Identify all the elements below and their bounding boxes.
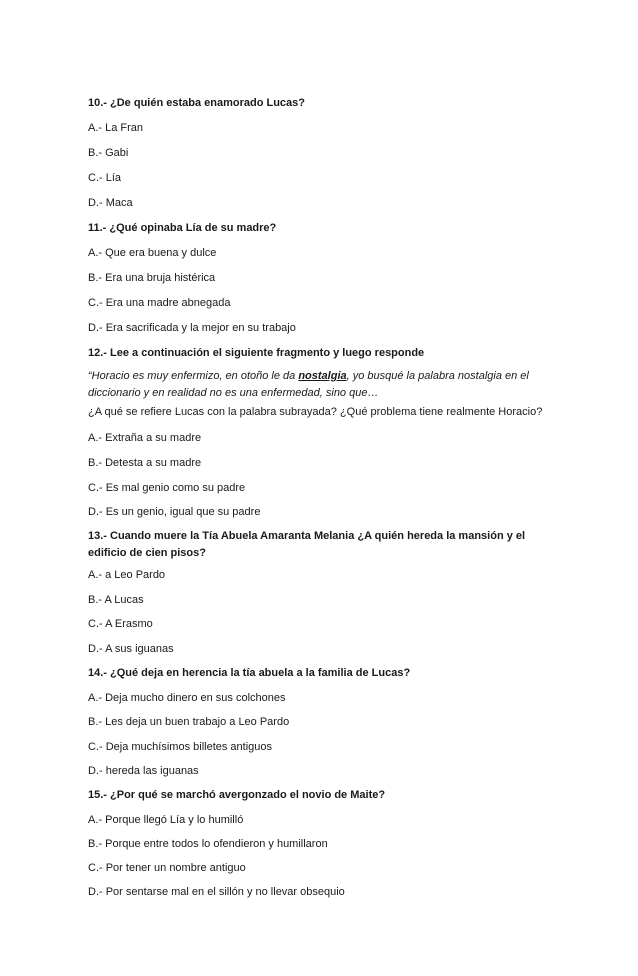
- question-15-title: 15.- ¿Por qué se marchó avergonzado el novio de Maite?: [88, 789, 386, 801]
- question-12-option-a: A.- Extraña a su madre: [88, 432, 202, 444]
- question-15-option-d: D.- Por sentarse mal en el sillón y no llevar obsequio: [88, 886, 345, 898]
- question-15-option-a: A.- Porque llegó Lía y lo humilló: [88, 814, 244, 826]
- question-15-option-c: C.- Por tener un nombre antiguo: [88, 862, 246, 874]
- question-13-option-d: D.- A sus iguanas: [88, 643, 174, 655]
- quote-text-after: , yo busqué la palabra nostalgia en el diccionario y en realidad no es una enfermedad, sino que…: [88, 370, 529, 399]
- question-12-option-d: D.- Es un genio, igual que su padre: [88, 506, 261, 518]
- question-12-option-c: C.- Es mal genio como su padre: [88, 482, 246, 494]
- question-14-option-b: B.- Les deja un buen trabajo a Leo Pardo: [88, 716, 290, 728]
- question-10-option-a: A.- La Fran: [88, 122, 144, 134]
- question-10-option-b: B.- Gabi: [88, 147, 129, 159]
- question-11-option-a: A.- Que era buena y dulce: [88, 247, 217, 259]
- question-13-option-c: C.- A Erasmo: [88, 618, 153, 630]
- question-13-title: 13.- Cuando muere la Tía Abuela Amaranta Melania ¿A quién hereda la mansión y el edificio de cien pisos?: [88, 530, 526, 559]
- question-12-title: 12.- Lee a continuación el siguiente fragmento y luego responde: [88, 347, 425, 359]
- question-10-title: 10.- ¿De quién estaba enamorado Lucas?: [88, 97, 306, 109]
- question-13-option-a: A.- a Leo Pardo: [88, 569, 166, 581]
- question-12-quote: [88, 368, 548, 402]
- question-12-prompt: ¿A qué se refiere Lucas con la palabra subrayada? ¿Qué problema tiene realmente Horacio?: [88, 406, 543, 418]
- question-12-option-b: B.- Detesta a su madre: [88, 457, 202, 469]
- question-11-option-d: D.- Era sacrificada y la mejor en su trabajo: [88, 322, 296, 334]
- question-14-option-d: D.- hereda las iguanas: [88, 765, 199, 777]
- question-10-option-c: C.- Lía: [88, 172, 122, 184]
- question-14-option-a: A.- Deja mucho dinero en sus colchones: [88, 692, 286, 704]
- question-15-option-b: B.- Porque entre todos lo ofendieron y humillaron: [88, 838, 328, 850]
- question-10-option-d: D.- Maca: [88, 197, 133, 209]
- question-11-option-b: B.- Era una bruja histérica: [88, 272, 216, 284]
- quote-underlined-word: nostalgia: [298, 370, 347, 382]
- question-13-option-b: B.- A Lucas: [88, 594, 144, 606]
- quote-text-before: “Horacio es muy enfermizo, en otoño le da: [88, 370, 299, 382]
- question-14-option-c: C.- Deja muchísimos billetes antiguos: [88, 741, 273, 753]
- question-11-option-c: C.- Era una madre abnegada: [88, 297, 231, 309]
- question-11-title: 11.- ¿Qué opinaba Lía de su madre?: [88, 222, 277, 234]
- question-14-title: 14.- ¿Qué deja en herencia la tía abuela a la familia de Lucas?: [88, 667, 411, 679]
